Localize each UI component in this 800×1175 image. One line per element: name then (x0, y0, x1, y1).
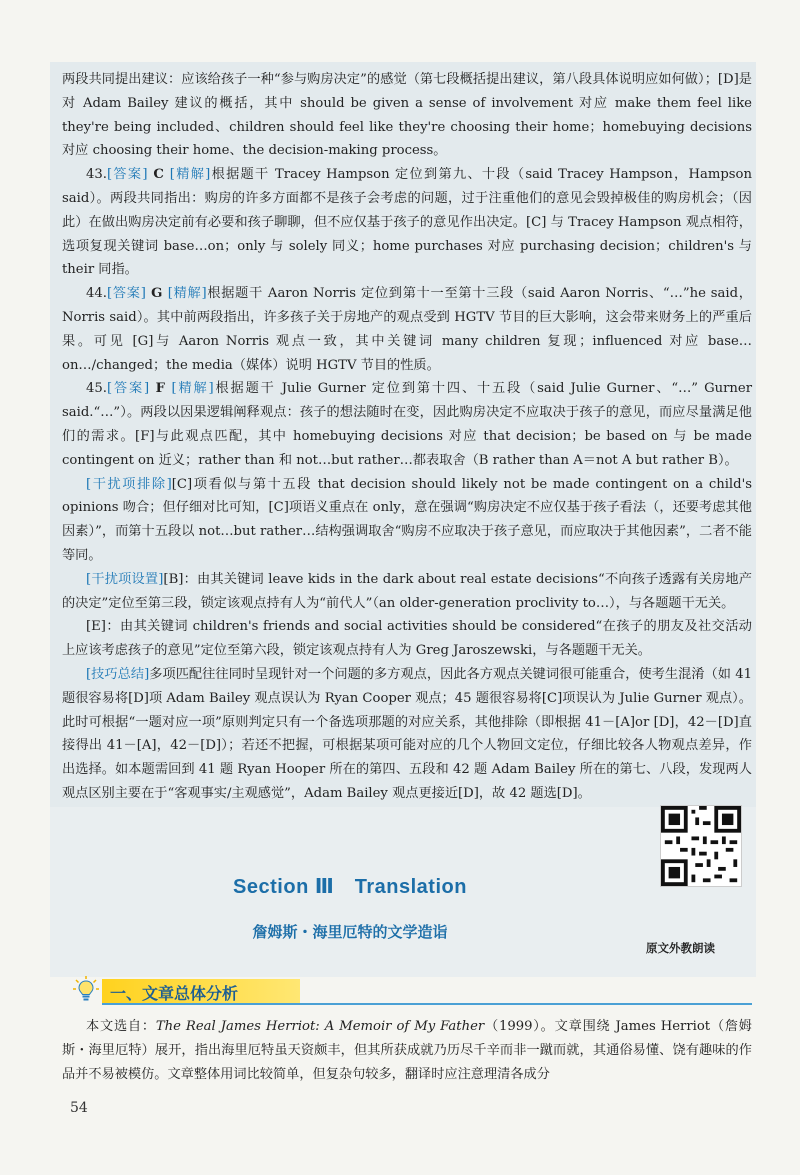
overview-paragraph: 本文选自：The Real James Herriot: A Memoir of My Father（1999）。文章围绕 James Herriot（詹姆斯・海里厄特）展开，指出海里厄特虽天资颇丰，但其所获成就乃历尽千辛而非一蹴而就，其通俗易懂、饶有趣味的作品并不易被模仿。文章整体用词比较简单，但复杂句较多，翻译时应注意理清各成分 (62, 1019, 752, 1082)
distractor-e: [E]：由其关键词 children's friends and social activities should be considered“在孩子的朋友及社交活动上应该考虑孩子的意见”定位至第六段，锁定该观点持有人为 Greg Jaroszewski，与各题题干无关。 (62, 619, 752, 659)
heading-overall-analysis (62, 977, 752, 1005)
qr-caption: 原文外教朗读 (646, 941, 715, 955)
heading-text: 一、文章总体分析 (110, 984, 239, 1003)
heading-rule (102, 1003, 752, 1005)
answer-43: 43.[答案] C [精解]根据题干 Tracey Hampson 定位到第九、十段（said Tracey Hampson，Hampson said）。两段共同指出：购房的许多方面都不是孩子会考虑的问题，过于注重他们的意见会毁掉极佳的购房机会；（因此）在做出购房决定前有必要和孩子聊聊，但不应仅基于孩子的意见作出决定。[C] 与 Tracey Hampson 观点相符，选项复现关键词 base…on；only 与 solely 同义；home purchases 对应 purchasing decision；children's 与 their 同指。 (62, 167, 752, 278)
answer-44: 44.[答案] G [精解]根据题干 Aaron Norris 定位到第十一至第十三段（said Aaron Norris、“…”he said，Norris said）。其中前两段指出，许多孩子关于房地产的观点受到 HGTV 节目的巨大影响，这会带来财务上的严重后果。可见 [G]与 Aaron Norris 观点一致，其中关键词 many children 复现；influenced 对应 base…on…/changed；the media（媒体）说明 HGTV 节目的性质。 (62, 286, 752, 373)
section-subtitle: 詹姆斯・海里厄特的文学造诣 (252, 923, 448, 941)
distractor-exclusion: [干扰项排除][C]项看似与第十五段 that decision should likely not be made contingent on a child's opinions 吻合；但仔细对比可知，[C]项语义重点在 only，意在强调“购房决定不应仅基于孩子看法（，还要考虑其他因素）”，而第十五段以 not…but rather…结构强调取舍“购房不应取决于孩子意见，而应取决于其他因素”，二者不能等同。 (62, 476, 752, 563)
paragraph-p1: 两段共同提出建议：应该给孩子一种“参与购房决定”的感觉（第七段概括提出建议，第八段具体说明应如何做）；[D]是对 Adam Bailey 建议的概括，其中 should be given a sense of involvement 对应 make them feel like they're being included、children should feel like they're choosing their home；homebuying decisions 对应 choosing their home、the decision-making process。 (62, 72, 752, 159)
source-title: The Real James Herriot: A Memoir of My Father (155, 1019, 485, 1034)
article-overview (62, 1015, 752, 1087)
analysis-text (62, 68, 752, 806)
section-header (50, 870, 650, 942)
section-title: Section Ⅲ Translation (233, 876, 467, 898)
qr-code[interactable] (660, 805, 742, 887)
lightbulb-icon (72, 975, 100, 1003)
answer-45: 45.[答案] F [精解]根据题干 Julie Gurner 定位到第十四、十五段（said Julie Gurner、“…” Gurner said.“…”）。两段以因果逻辑阐释观点：孩子的想法随时在变，因此购房决定不应取决于孩子的意见，而应尽量满足他们的需求。[F]与此观点匹配，其中 homebuying decisions 对应 that decision；be based on 与 be made contingent on 近义；rather than 和 not…but rather…都表取舍（B rather than A＝not A but rather B）。 (62, 381, 753, 468)
page-number: 54 (70, 1100, 88, 1116)
distractor-setting: [干扰项设置][B]：由其关键词 leave kids in the dark about real estate decisions“不向孩子透露有关房地产的决定”定位至第三段，锁定该观点持有人为“前代人”（an older-generation proclivity to…），与各题题干无关。 (62, 571, 752, 611)
tips-summary: [技巧总结]多项匹配往往同时呈现针对一个问题的多方观点，因此各方观点关键词很可能重合，使考生混淆（如 41 题很容易将[D]项 Adam Bailey 观点误认为 Ryan Cooper 观点；45 题很容易将[C]项误认为 Julie Gurner 观点）。此时可根据“一题对应一项”原则判定只有一个备选项那题的对应关系，其他排除（即根据 41－[A]or [D]，42－[D]直接得出 41－[A]，42－[D]）；若还不把握，可根据某项可能对应的几个人物回文定位，仔细比较各人物观点差异，作出选择。如本题需回到 41 题 Ryan Hooper 所在的第四、五段和 42 题 Adam Bailey 所在的第七、八段，发现两人观点区别主要在于“客观事实/主观感觉”，Adam Bailey 观点更接近[D]，故 42 题选[D]。 (62, 666, 753, 801)
